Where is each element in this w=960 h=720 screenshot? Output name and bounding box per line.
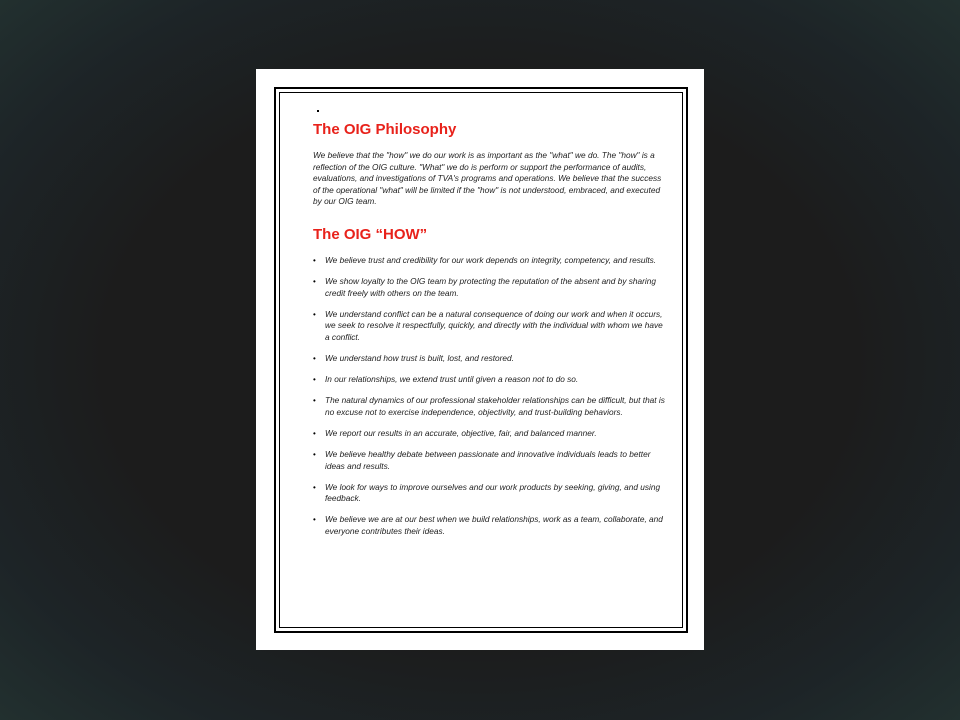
- how-bullet-list: [313, 255, 665, 547]
- list-item: [313, 514, 665, 537]
- list-item: [313, 276, 665, 299]
- bullet-icon: •: [313, 256, 316, 265]
- list-item-text: We believe we are at our best when we build relationships, work as a team, collaborate, and everyone contributes their ideas.: [325, 514, 663, 536]
- bullet-icon: •: [313, 482, 316, 492]
- bullet-icon: •: [313, 375, 316, 385]
- bullet-icon: •: [313, 515, 316, 525]
- list-item-text: We understand conflict can be a natural consequence of doing our work and when it occurs, we seek to resolve it respectfully, quickly, and directly with the individual with whom we have a conflict.: [325, 308, 663, 342]
- list-item-text: We look for ways to improve ourselves and our work products by seeking, giving, and using feedback.: [325, 481, 661, 504]
- list-item-text: We understand how trust is built, lost, and restored.: [325, 353, 514, 364]
- list-item: [313, 255, 665, 267]
- list-item: [313, 428, 665, 440]
- intro-paragraph: We believe that the "how" we do our work is as important as the "what" we do. The "how" is a reflection of the OIG culture. "What" we do is perform or support the performance of audits, evaluations, and investigations of TVA's programs and operations. We believe that the success of the operational "what" will be limited if the "how" is not understood, embraced, and executed by our OIG team.: [313, 150, 662, 207]
- list-item-text: We believe trust and credibility for our work depends on integrity, competency, and results.: [325, 255, 657, 265]
- stray-mark: [317, 110, 319, 112]
- list-item-text: We believe healthy debate between passionate and innovative individuals leads to better ideas and results.: [325, 449, 651, 471]
- how-heading: The OIG “HOW”: [313, 226, 428, 243]
- list-item: [313, 309, 665, 344]
- list-item: [313, 482, 665, 505]
- list-item-text: We report our results in an accurate, objective, fair, and balanced manner.: [325, 427, 597, 438]
- list-item: [313, 353, 665, 365]
- bullet-icon: •: [313, 396, 316, 406]
- bullet-icon: •: [313, 354, 316, 364]
- bullet-icon: •: [313, 309, 316, 319]
- bullet-icon: •: [313, 428, 316, 438]
- list-item: [313, 374, 665, 386]
- bullet-icon: •: [313, 450, 316, 460]
- list-item-text: In our relationships, we extend trust until given a reason not to do so.: [325, 374, 579, 385]
- list-item: [313, 449, 665, 472]
- philosophy-heading: The OIG Philosophy: [313, 121, 457, 138]
- list-item-text: We show loyalty to the OIG team by protecting the reputation of the absent and by sharing credit freely with others on the team.: [325, 276, 656, 298]
- list-item-text: The natural dynamics of our professional stakeholder relationships can be difficult, but that is no excuse not to exercise independence, objectivity, and trust-building behaviors.: [325, 395, 665, 417]
- list-item: [313, 395, 665, 418]
- document-page: [256, 69, 704, 650]
- bullet-icon: •: [313, 277, 316, 287]
